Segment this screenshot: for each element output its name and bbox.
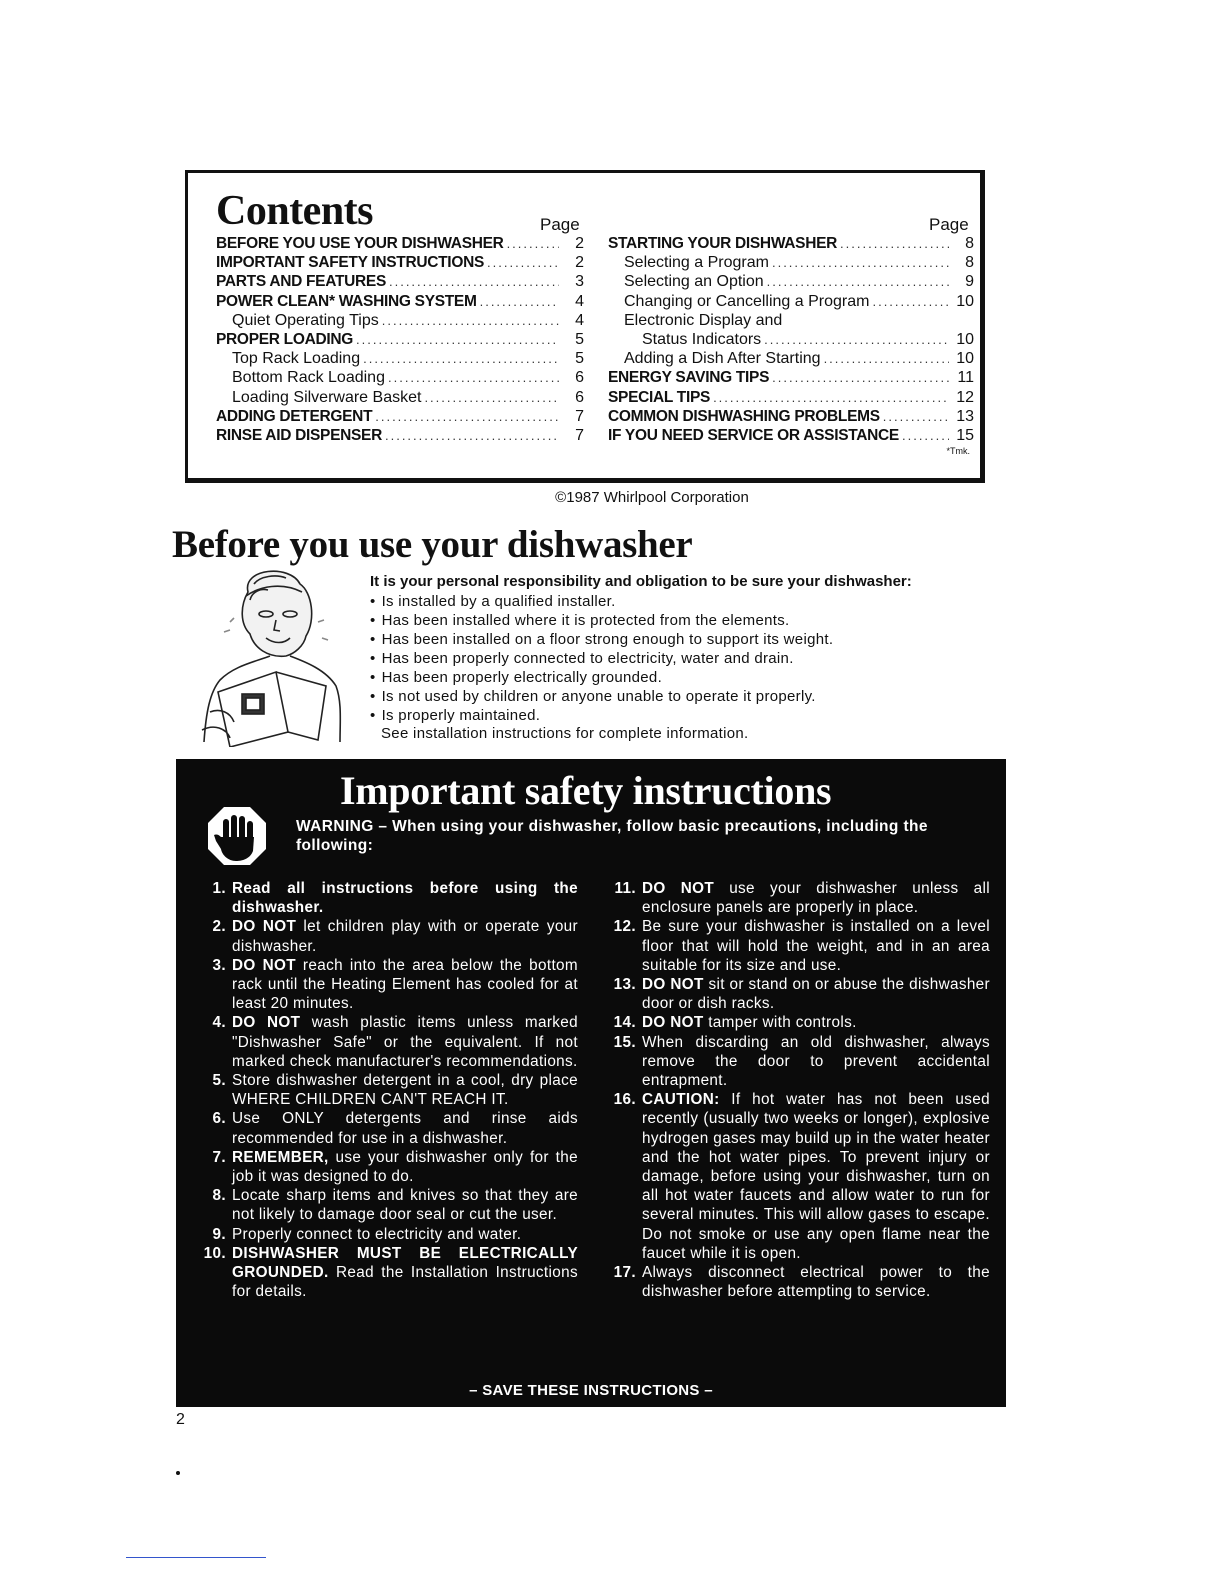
toc-entry-page: 8 [965, 254, 974, 272]
toc-entry-page: 4 [575, 311, 584, 329]
safety-item-body: Locate sharp items and knives so that they are not likely to damage door seal or cut the user. [232, 1187, 578, 1224]
safety-item-text [232, 1148, 578, 1186]
toc-leader-dots [713, 390, 949, 405]
safety-item-number: 15. [613, 1033, 636, 1051]
toc-left-column [216, 235, 584, 446]
toc-leader-dots [424, 390, 559, 405]
toc-entry [608, 408, 974, 427]
safety-item-number: 4. [212, 1014, 226, 1032]
toc-entry-title: Adding a Dish After Starting [624, 350, 821, 368]
toc-entry-title: BEFORE YOU USE YOUR DISHWASHER [216, 235, 504, 252]
safety-item-emphasis: CAUTION: [642, 1091, 720, 1109]
safety-item-text [642, 917, 990, 975]
safety-item-text [232, 879, 578, 917]
toc-entry-title: STARTING YOUR DISHWASHER [608, 235, 838, 252]
safety-item-number: 8. [212, 1187, 226, 1205]
safety-item-number: 10. [203, 1244, 226, 1262]
safety-item-text [232, 1186, 578, 1224]
toc-entry-page: 3 [575, 273, 584, 291]
toc-entry [216, 254, 584, 273]
toc-entry-page: 10 [956, 350, 974, 368]
page-number: 2 [176, 1411, 185, 1428]
responsibility-item: • Has been installed where it is protected from the elements. [370, 612, 833, 631]
safety-item-number: 5. [212, 1072, 226, 1090]
toc-entry [216, 293, 584, 312]
safety-item-text [642, 1090, 990, 1263]
toc-entry-page: 2 [575, 235, 584, 252]
safety-item-number: 17. [613, 1264, 636, 1282]
safety-item-body: let children play with or operate your dishwasher. [232, 918, 578, 955]
toc-entry [608, 389, 974, 408]
toc-entry-page: 6 [575, 369, 584, 387]
toc-entry-page: 11 [957, 369, 974, 387]
trademark-note: *Tmk. [946, 446, 970, 456]
toc-leader-dots [363, 351, 559, 366]
safety-item-text [642, 1263, 990, 1301]
safety-item-body: sit or stand on or abuse the dishwasher door or dish racks. [642, 976, 990, 1013]
safety-heading: Important safety instructions [340, 768, 832, 813]
safety-item-text [642, 975, 990, 1013]
toc-leader-dots [902, 428, 949, 443]
toc-entry-page: 9 [965, 273, 974, 291]
responsibility-item: • Is installed by a qualified installer. [370, 593, 833, 612]
toc-leader-dots [507, 236, 559, 251]
toc-entry-page: 10 [956, 292, 974, 310]
safety-item-body: Store dishwasher detergent in a cool, dry place WHERE CHILDREN CAN'T REACH IT. [232, 1072, 578, 1109]
toc-right-column [608, 235, 974, 446]
toc-entry-title: Electronic Display and [624, 311, 783, 329]
toc-entry [608, 369, 974, 388]
toc-entry-title: IMPORTANT SAFETY INSTRUCTIONS [216, 254, 485, 272]
toc-leader-dots [772, 370, 949, 385]
toc-entry [216, 389, 584, 408]
safety-item-emphasis: DO NOT [642, 1014, 704, 1032]
safety-item-text [232, 1071, 578, 1109]
safety-item-body: Always disconnect electrical power to the dishwasher before attempting to service. [642, 1264, 990, 1301]
before-heading: Before you use your dishwasher [172, 523, 693, 566]
safety-item-body: When discarding an old dishwasher, always remove the door to prevent accidental entrapment. [642, 1033, 990, 1090]
safety-item-body: Read the Installation Instructions for details. [232, 1264, 578, 1301]
safety-item-body: reach into the area below the bottom rack until the Heating Element has cooled for at least 20 minutes. [232, 956, 578, 1013]
safety-item-text [642, 1033, 990, 1091]
safety-item-emphasis: DO NOT [232, 956, 296, 974]
safety-item-text [232, 1225, 578, 1244]
warning-text: WARNING – When using your dishwasher, follow basic precautions, including the following: [296, 818, 928, 854]
toc-entry-page: 7 [575, 407, 584, 425]
toc-entry [608, 427, 974, 446]
safety-item-number: 14. [613, 1014, 636, 1032]
safety-item [606, 975, 990, 1013]
safety-list-right [606, 879, 990, 1301]
toc-entry-page: 10 [956, 330, 974, 348]
toc-leader-dots [388, 370, 559, 385]
safety-item [196, 1071, 578, 1109]
safety-item-text [642, 879, 990, 917]
toc-leader-dots [840, 236, 949, 251]
safety-item [196, 1244, 578, 1302]
safety-list-left [196, 879, 578, 1301]
contents-title: Contents [216, 188, 374, 234]
safety-item [606, 1090, 990, 1263]
safety-panel [176, 759, 1006, 1407]
safety-item-body: wash plastic items unless marked "Dishwasher Safe" or the equivalent. If not marked check manufacturer's recommendations. [232, 1014, 579, 1070]
toc-leader-dots [487, 255, 559, 270]
toc-entry-page: 2 [575, 254, 584, 272]
safety-item-number: 12. [613, 918, 636, 936]
page-column-label: Page [929, 215, 969, 234]
toc-entry-title: PROPER LOADING [216, 330, 354, 348]
responsibility-item: • Has been properly connected to electricity, water and drain. [370, 650, 833, 669]
safety-item-number: 2. [212, 918, 226, 936]
toc-entry-title: ADDING DETERGENT [216, 407, 373, 425]
toc-entry [216, 312, 584, 331]
safety-item-text [232, 956, 578, 1014]
responsibility-item: • Is not used by children or anyone unable to operate it properly. [370, 688, 833, 707]
toc-entry-title: Bottom Rack Loading [232, 369, 385, 387]
toc-entry-title: IF YOU NEED SERVICE OR ASSISTANCE [608, 426, 899, 444]
toc-leader-dots [767, 274, 949, 289]
safety-item-emphasis: DO NOT [642, 880, 715, 897]
safety-item-body: use your dishwasher unless all enclosure panels are properly in place. [642, 880, 990, 917]
toc-entry-title: Selecting an Option [624, 273, 764, 291]
safety-item [196, 879, 578, 917]
safety-item-body: Be sure your dishwasher is installed on a level floor that will hold the weight, and in an area suitable for its size and use. [642, 918, 990, 974]
toc-entry [216, 427, 584, 446]
safety-item-body: use your dishwasher only for the job it was designed to do. [232, 1148, 578, 1186]
toc-entry-title: Changing or Cancelling a Program [624, 292, 870, 310]
toc-leader-dots [375, 409, 559, 424]
toc-entry-title: PARTS AND FEATURES [216, 273, 386, 291]
safety-item [606, 1033, 990, 1091]
safety-item-emphasis: DO NOT [232, 918, 297, 936]
toc-entry [608, 235, 974, 254]
toc-entry [608, 273, 974, 292]
toc-entry-page: 4 [575, 292, 584, 310]
toc-leader-dots [480, 294, 559, 309]
toc-entry-page: 7 [575, 426, 584, 444]
responsibility-item: • Is properly maintained. [370, 707, 833, 726]
safety-item [196, 1109, 578, 1147]
toc-entry-title: COMMON DISHWASHING PROBLEMS [608, 407, 880, 425]
safety-item-number: 11. [614, 880, 636, 897]
toc-entry [216, 350, 584, 369]
toc-entry [216, 369, 584, 388]
toc-entry-page: 8 [965, 235, 974, 252]
toc-leader-dots [883, 409, 949, 424]
contents-box [185, 170, 985, 483]
stop-hand-icon [206, 805, 268, 867]
toc-leader-dots [872, 294, 949, 309]
toc-entry [216, 408, 584, 427]
toc-entry-page: 5 [575, 350, 584, 368]
safety-item-number: 7. [212, 1148, 226, 1166]
safety-item-text [232, 917, 578, 955]
toc-leader-dots [389, 274, 559, 289]
safety-item-body: If hot water has not been used recently (usually two weeks or longer), explosive hydrogen gases may build up in the water heater and the hot water pipes. To prevent injury or damage, before using your dishwasher, turn on all hot water faucets and allow water to run for several minutes. This will allow gases to escape. Do not smoke or use any open flame near the faucet while it is open. [642, 1091, 990, 1262]
toc-entry-page: 13 [956, 407, 974, 425]
responsibility-list [370, 593, 833, 726]
responsibility-item: • Has been properly electrically grounded. [370, 669, 833, 688]
safety-item-body: Properly connect to electricity and water. [232, 1225, 522, 1243]
safety-item-text [232, 1109, 578, 1147]
safety-item-body: tamper with controls. [703, 1014, 857, 1032]
responsibility-intro: It is your personal responsibility and obligation to be sure your dishwasher: [370, 573, 912, 590]
safety-item-number: 9. [212, 1225, 226, 1243]
toc-entry [608, 350, 974, 369]
safety-item [196, 1186, 578, 1224]
responsibility-item: • Has been installed on a floor strong enough to support its weight. [370, 631, 833, 650]
toc-entry-title: Loading Silverware Basket [232, 388, 422, 406]
safety-item-emphasis: DISHWASHER MUST BE ELECTRICALLY GROUNDED. [232, 1244, 578, 1282]
safety-item [196, 1013, 578, 1071]
safety-item-number: 6. [212, 1110, 226, 1128]
safety-item-body: Use ONLY detergents and rinse aids recommended for use in a dishwasher. [232, 1110, 578, 1147]
toc-entry [608, 254, 974, 273]
woman-reading-illustration [190, 562, 350, 747]
safety-item-number: 1. [212, 880, 226, 897]
toc-entry [608, 312, 974, 331]
safety-item-emphasis: REMEMBER, [232, 1148, 329, 1166]
toc-entry-page: 5 [575, 330, 584, 348]
toc-entry [608, 331, 974, 350]
toc-entry [216, 235, 584, 254]
toc-entry [608, 293, 974, 312]
toc-leader-dots [764, 332, 949, 347]
safety-item [606, 917, 990, 975]
safety-item-number: 16. [613, 1091, 636, 1109]
toc-entry-title: SPECIAL TIPS [608, 388, 711, 406]
safety-item [606, 1013, 990, 1032]
safety-item [606, 879, 990, 917]
toc-entry-page: 15 [956, 426, 974, 444]
toc-leader-dots [385, 428, 559, 443]
safety-item [196, 917, 578, 955]
toc-entry-title: Selecting a Program [624, 254, 769, 272]
safety-item [606, 1263, 990, 1301]
safety-item-number: 13. [613, 976, 636, 994]
toc-entry-title: POWER CLEAN* WASHING SYSTEM [216, 292, 477, 310]
toc-entry-title: ENERGY SAVING TIPS [608, 369, 770, 387]
safety-item-emphasis: DO NOT [642, 976, 704, 994]
toc-leader-dots [382, 313, 559, 328]
toc-entry-title: Status Indicators [642, 330, 762, 348]
safety-item-text [232, 1013, 578, 1071]
page-column-label: Page [540, 215, 580, 234]
stray-mark [176, 1471, 180, 1475]
installation-note: See installation instructions for complete information. [381, 725, 749, 742]
safety-item [196, 956, 578, 1014]
safety-item-text [232, 1244, 578, 1302]
toc-entry [216, 331, 584, 350]
save-instructions: – SAVE THESE INSTRUCTIONS – [469, 1382, 713, 1399]
safety-item-emphasis: DO NOT [232, 1014, 301, 1032]
toc-leader-dots [824, 351, 949, 366]
toc-leader-dots [356, 332, 559, 347]
safety-item-text [642, 1013, 990, 1032]
toc-entry-page: 6 [575, 388, 584, 406]
toc-entry-title: Quiet Operating Tips [232, 311, 379, 329]
safety-item [196, 1148, 578, 1186]
toc-entry [216, 273, 584, 292]
toc-leader-dots [772, 255, 949, 270]
safety-item-number: 3. [212, 956, 226, 974]
copyright-line: ©1987 Whirlpool Corporation [555, 489, 749, 506]
toc-entry-title: RINSE AID DISPENSER [216, 426, 382, 444]
toc-entry-title: Top Rack Loading [232, 350, 361, 368]
safety-item [196, 1225, 578, 1244]
toc-entry-page: 12 [956, 388, 974, 406]
footer-rule [126, 1557, 266, 1558]
safety-item-emphasis: Read all instructions before using the dishwasher. [232, 880, 578, 917]
